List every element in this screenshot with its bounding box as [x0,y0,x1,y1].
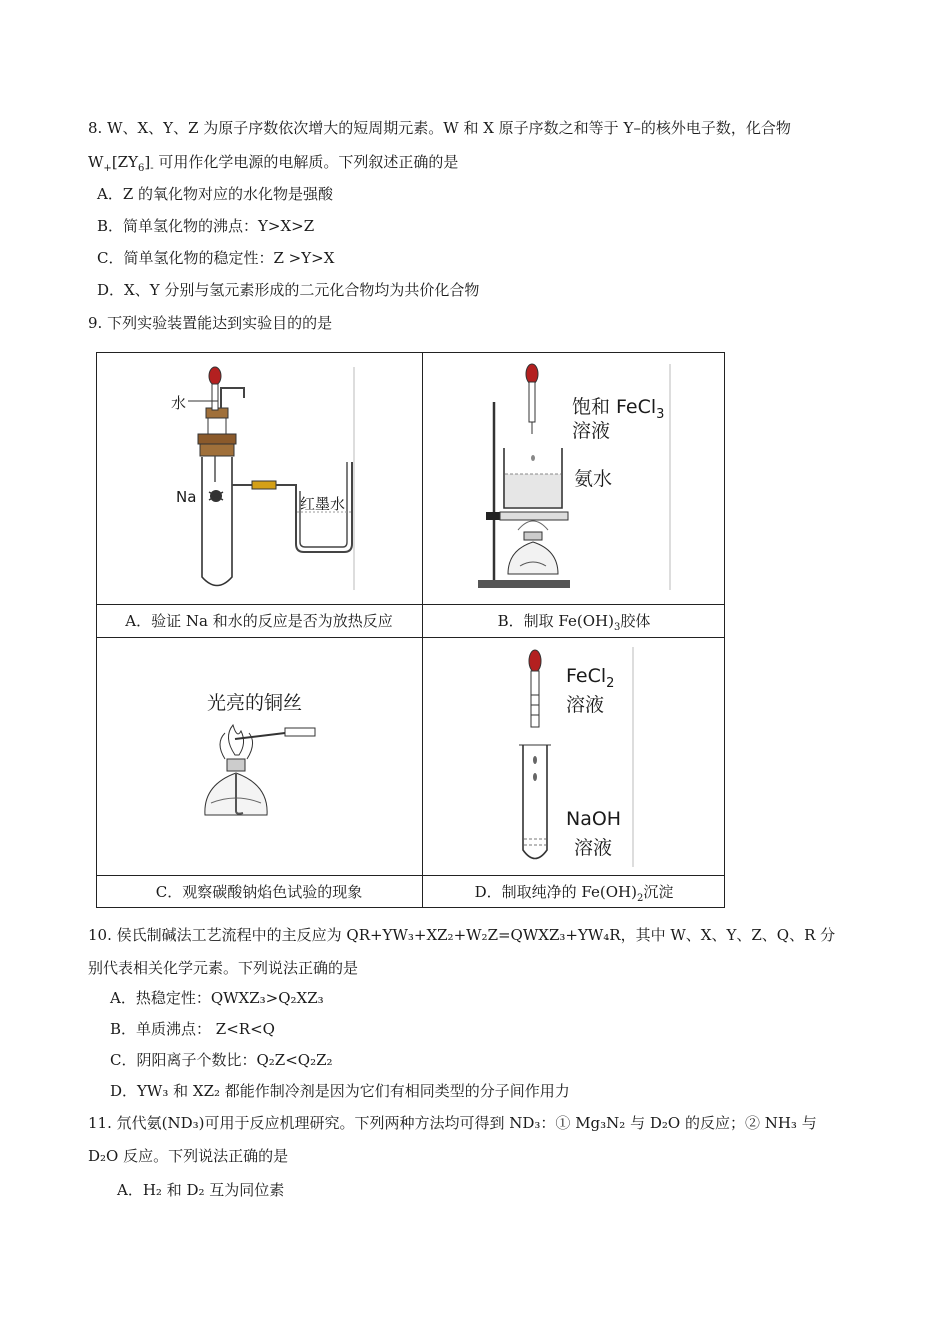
table-divider [96,604,725,605]
label-red-ink: 红墨水 [300,495,346,513]
q9-stem: 9. 下列实验装置能达到实验目的的是 [88,314,333,332]
q10-stem-line2: 别代表相关化学元素。下列说法正确的是 [88,959,359,977]
label-fecl2: FeCl$_2$ [566,665,615,691]
q10-option-b: B．单质沸点： Z<R<Q [110,1020,275,1038]
table-divider [96,875,725,876]
pointer-line [188,395,218,407]
q8-option-b: B．简单氢化物的沸点：Y>X>Z [97,217,315,235]
q10-option-a: A．热稳定性：QWXZ₃>Q₂XZ₃ [110,989,324,1007]
label-solution: 溶液 [572,420,611,442]
q8-option-d: D．X、Y 分别与氢元素形成的二元化合物均为共价化合物 [97,281,480,299]
q11-option-a: A．H₂ 和 D₂ 互为同位素 [117,1181,285,1199]
q11-stem-line1: 11. 氘代氨(ND₃)可用于反应机理研究。下列两种方法均可得到 ND₃：① Mg₃N₂ 与 D₂O 的反应；② NH₃ 与 [88,1114,817,1132]
label-solution: 溶液 [574,837,613,859]
label-saturated-fecl3: 饱和 FeCl$_3$ [572,396,665,422]
q8-option-a: A．Z 的氧化物对应的水化物是强酸 [97,185,334,203]
q8-stem-line2: $W_+[ZY_6]_-$ 可用作化学电源的电解质。下列叙述正确的是 [88,153,459,174]
q10-option-c: C．阴阳离子个数比：Q₂Z<Q₂Z₂ [110,1051,333,1069]
label-naoh: NaOH [566,808,622,830]
label-copper-wire: 光亮的铜丝 [207,692,303,714]
q10-option-d: D．YW₃ 和 XZ₂ 都能作制冷剂是因为它们有相同类型的分子间作用力 [110,1082,570,1100]
figure-c-flame-test-apparatus [195,715,335,830]
caption-b: B．制取 $Fe(OH)_3$胶体 [497,612,651,633]
label-solution: 溶液 [566,694,605,716]
q10-stem-line1: 10. 侯氏制碱法工艺流程中的主反应为 QR+YW₃+XZ₂+W₂Z=QWXZ₃+YW₄R，其中 W、X、Y、Z、Q、R 分 [88,926,836,944]
table-divider [96,637,725,638]
label-water: 水 [171,394,187,412]
q8-stem-line1: 8. W、X、Y、Z 为原子序数依次增大的短周期元素。W 和 X 原子序数之和等于 Y–的核外电子数，化合物 [88,119,791,137]
caption-c: C．观察碳酸钠焰色试验的现象 [155,883,363,901]
label-sodium: Na [176,488,197,506]
caption-a: A．验证 Na 和水的反应是否为放热反应 [125,612,393,630]
q11-stem-line2: D₂O 反应。下列说法正确的是 [88,1147,289,1165]
label-ammonia: 氨水 [574,468,613,490]
q8-option-c: C．简单氢化物的稳定性：Z >Y>X [97,249,335,267]
caption-d: D．制取纯净的 $Fe(OH)_2$沉淀 [474,883,674,904]
